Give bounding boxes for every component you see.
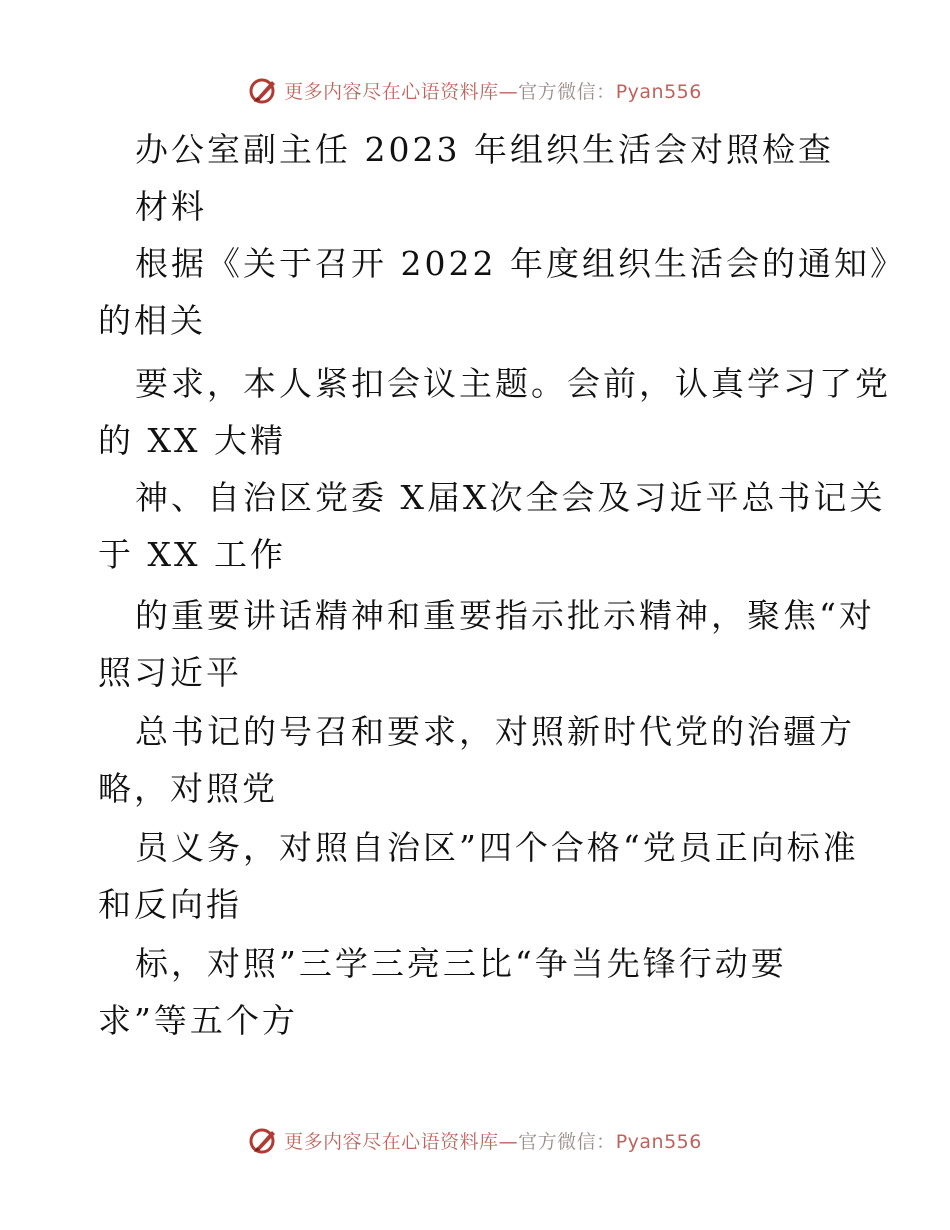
banner-main-text: 更多内容尽在心语资料库 [284,80,499,103]
doc-line: 略，对照党 [98,769,278,808]
doc-line: 要求，本人紧扣会议主题。会前，认真学习了党 [135,364,891,403]
doc-line: 于 XX 工作 [98,535,286,574]
doc-line: 和反向指 [98,885,242,924]
doc-line: 求”等五个方 [98,1001,298,1040]
doc-line: 神、自治区党委 X届X次全会及习近平总书记关 [135,478,886,517]
banner-text [284,77,702,104]
doc-line: 员义务，对照自治区”四个合格“党员正向标准 [135,828,859,867]
banner-official-label: 官方微信： [518,1130,616,1153]
quill-pen-logo-icon [248,1125,278,1155]
doc-line: 根据《关于召开 2022 年度组织生活会的通知》 [135,244,906,283]
banner-main-text: 更多内容尽在心语资料库 [284,1130,499,1153]
doc-line: 照习近平 [98,653,242,692]
doc-title-line-2: 材料 [135,187,207,226]
doc-line: 的 XX 大精 [98,421,286,460]
banner-official-label: 官方微信： [518,80,616,103]
doc-line: 标，对照”三学三亮三比“争当先锋行动要 [135,944,787,983]
quill-pen-logo-icon [248,75,278,105]
doc-line: 总书记的号召和要求，对照新时代党的治疆方 [135,712,855,751]
footer-banner [0,1120,950,1160]
doc-title-line-1: 办公室副主任 2023 年组织生活会对照检查 [135,130,834,169]
banner-wechat-id: Pyan556 [615,1130,702,1153]
banner-separator: — [498,80,519,103]
doc-line: 的重要讲话精神和重要指示批示精神，聚焦“对 [135,596,875,635]
banner-text [284,1127,702,1154]
banner-separator: — [498,1130,519,1153]
header-banner [0,70,950,110]
banner-wechat-id: Pyan556 [615,80,702,103]
doc-line: 的相关 [98,301,206,340]
